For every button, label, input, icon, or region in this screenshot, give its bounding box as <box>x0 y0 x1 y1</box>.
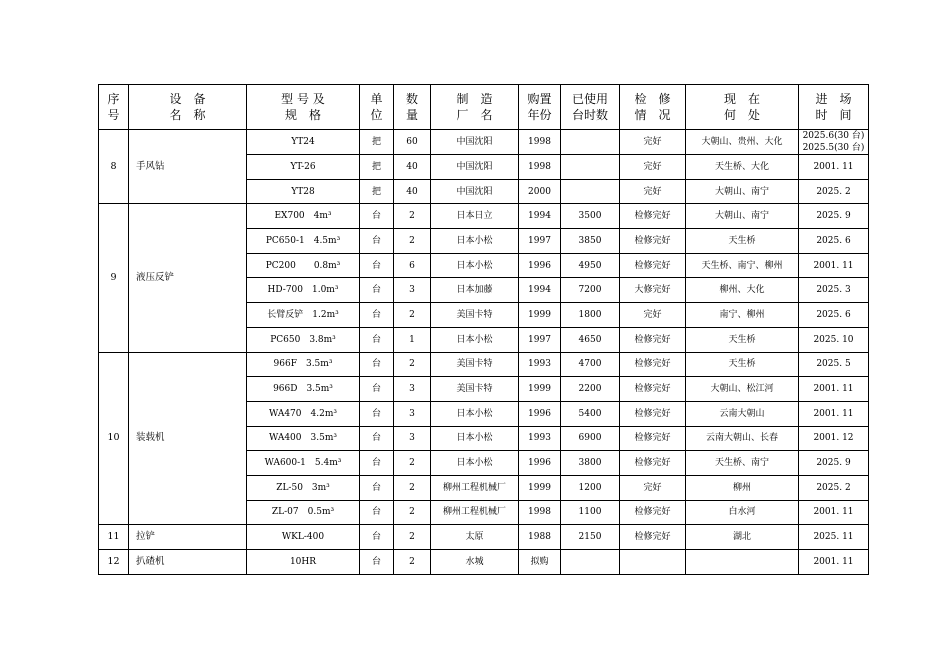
cell-unit: 台 <box>360 204 394 229</box>
cell-maker: 日本加藤 <box>431 278 519 303</box>
cell-qty: 2 <box>394 204 431 229</box>
cell-hours: 3500 <box>561 204 620 229</box>
table-body <box>99 130 869 575</box>
cell-hours: 7200 <box>561 278 620 303</box>
cell-status: 完好 <box>620 130 686 155</box>
header-entry: 进 场 时 间 <box>799 85 869 130</box>
cell-model: PC200 0.8m³ <box>247 253 360 278</box>
cell-maker: 日本日立 <box>431 204 519 229</box>
cell-maker: 美国卡特 <box>431 352 519 377</box>
cell-entry: 2001. 11 <box>799 377 869 402</box>
header-unit: 单 位 <box>360 85 394 130</box>
cell-location: 柳州、大化 <box>686 278 799 303</box>
cell-unit: 台 <box>360 451 394 476</box>
cell-model: 长臂反铲 1.2m³ <box>247 303 360 328</box>
cell-maker: 美国卡特 <box>431 303 519 328</box>
cell-model: WA600-1 5.4m³ <box>247 451 360 476</box>
cell-status: 检修完好 <box>620 229 686 254</box>
cell-hours: 1100 <box>561 500 620 525</box>
cell-unit: 把 <box>360 155 394 180</box>
cell-maker: 柳州工程机械厂 <box>431 500 519 525</box>
cell-hours: 4650 <box>561 327 620 352</box>
cell-model: PC650-1 4.5m³ <box>247 229 360 254</box>
cell-maker: 美国卡特 <box>431 377 519 402</box>
cell-qty: 3 <box>394 278 431 303</box>
cell-entry: 2025. 6 <box>799 229 869 254</box>
cell-year: 1999 <box>519 475 561 500</box>
cell-model: YT24 <box>247 130 360 155</box>
cell-qty: 2 <box>394 500 431 525</box>
cell-location: 大朝山、南宁 <box>686 179 799 204</box>
table-row <box>99 204 869 229</box>
cell-unit: 把 <box>360 130 394 155</box>
cell-hours: 4700 <box>561 352 620 377</box>
cell-status: 检修完好 <box>620 500 686 525</box>
cell-location: 天生桥、南宁、柳州 <box>686 253 799 278</box>
cell-year: 2000 <box>519 179 561 204</box>
cell-unit: 台 <box>360 303 394 328</box>
cell-model: ZL-50 3m³ <box>247 475 360 500</box>
cell-status: 检修完好 <box>620 327 686 352</box>
cell-status: 完好 <box>620 303 686 328</box>
cell-hours: 3800 <box>561 451 620 476</box>
cell-maker: 水城 <box>431 550 519 575</box>
cell-entry: 2025. 2 <box>799 475 869 500</box>
cell-hours <box>561 550 620 575</box>
cell-location: 白水河 <box>686 500 799 525</box>
cell-year: 1998 <box>519 155 561 180</box>
cell-status: 大修完好 <box>620 278 686 303</box>
cell-maker: 中国沈阳 <box>431 130 519 155</box>
cell-year: 1997 <box>519 327 561 352</box>
cell-maker: 日本小松 <box>431 253 519 278</box>
cell-entry: 2025. 2 <box>799 179 869 204</box>
cell-qty: 2 <box>394 475 431 500</box>
cell-year: 1997 <box>519 229 561 254</box>
header-status: 检 修 情 况 <box>620 85 686 130</box>
cell-year: 1996 <box>519 253 561 278</box>
header-row <box>99 85 869 130</box>
header-name: 设 备 名 称 <box>129 85 247 130</box>
cell-entry: 2001. 12 <box>799 426 869 451</box>
cell-entry: 2025. 9 <box>799 204 869 229</box>
header-year: 购置 年份 <box>519 85 561 130</box>
cell-unit: 台 <box>360 426 394 451</box>
cell-status: 检修完好 <box>620 401 686 426</box>
cell-location: 湖北 <box>686 525 799 550</box>
cell-qty: 3 <box>394 401 431 426</box>
cell-model: YT28 <box>247 179 360 204</box>
header-model: 型 号 及 规 格 <box>247 85 360 130</box>
cell-location: 天生桥 <box>686 327 799 352</box>
cell-maker: 日本小松 <box>431 426 519 451</box>
cell-qty: 2 <box>394 303 431 328</box>
cell-model: 966D 3.5m³ <box>247 377 360 402</box>
cell-entry: 2001. 11 <box>799 155 869 180</box>
cell-hours: 6900 <box>561 426 620 451</box>
cell-location: 柳州 <box>686 475 799 500</box>
cell-entry: 2001. 11 <box>799 253 869 278</box>
cell-status: 完好 <box>620 475 686 500</box>
cell-hours <box>561 155 620 180</box>
cell-unit: 台 <box>360 377 394 402</box>
cell-status: 完好 <box>620 179 686 204</box>
cell-status: 检修完好 <box>620 451 686 476</box>
cell-status: 检修完好 <box>620 377 686 402</box>
cell-entry: 2025. 6 <box>799 303 869 328</box>
cell-qty: 1 <box>394 327 431 352</box>
cell-maker: 中国沈阳 <box>431 155 519 180</box>
cell-entry: 2025. 5 <box>799 352 869 377</box>
cell-maker: 日本小松 <box>431 229 519 254</box>
header-maker: 制 造 厂 名 <box>431 85 519 130</box>
cell-maker: 日本小松 <box>431 451 519 476</box>
cell-entry: 2001. 11 <box>799 500 869 525</box>
cell-qty: 2 <box>394 352 431 377</box>
cell-qty: 40 <box>394 179 431 204</box>
cell-entry: 2025. 10 <box>799 327 869 352</box>
table-row <box>99 352 869 377</box>
cell-year: 1998 <box>519 130 561 155</box>
cell-model: 966F 3.5m³ <box>247 352 360 377</box>
cell-year: 1998 <box>519 500 561 525</box>
cell-entry <box>799 130 869 155</box>
cell-entry: 2025. 9 <box>799 451 869 476</box>
equipment-name: 拉铲 <box>129 525 247 550</box>
cell-qty: 60 <box>394 130 431 155</box>
cell-unit: 台 <box>360 253 394 278</box>
row-number: 8 <box>99 130 129 204</box>
cell-location: 天生桥、大化 <box>686 155 799 180</box>
cell-year: 拟购 <box>519 550 561 575</box>
cell-location: 天生桥 <box>686 229 799 254</box>
cell-hours <box>561 130 620 155</box>
table-row <box>99 525 869 550</box>
cell-status: 检修完好 <box>620 253 686 278</box>
cell-qty: 3 <box>394 377 431 402</box>
cell-location: 大朝山、松江河 <box>686 377 799 402</box>
entry-line: 2025.6(30 台) <box>802 131 865 141</box>
cell-location: 天生桥、南宁 <box>686 451 799 476</box>
cell-hours <box>561 179 620 204</box>
cell-unit: 把 <box>360 179 394 204</box>
cell-model: WA470 4.2m³ <box>247 401 360 426</box>
row-number: 9 <box>99 204 129 352</box>
cell-hours: 1200 <box>561 475 620 500</box>
cell-hours: 5400 <box>561 401 620 426</box>
cell-model: PC650 3.8m³ <box>247 327 360 352</box>
cell-qty: 2 <box>394 525 431 550</box>
cell-hours: 1800 <box>561 303 620 328</box>
cell-year: 1993 <box>519 426 561 451</box>
cell-maker: 太原 <box>431 525 519 550</box>
table-row <box>99 130 869 155</box>
cell-entry: 2001. 11 <box>799 401 869 426</box>
cell-location: 天生桥 <box>686 352 799 377</box>
header-qty: 数 量 <box>394 85 431 130</box>
cell-entry: 2001. 11 <box>799 550 869 575</box>
cell-year: 1993 <box>519 352 561 377</box>
cell-maker: 日本小松 <box>431 401 519 426</box>
cell-hours: 3850 <box>561 229 620 254</box>
equipment-name: 手风钻 <box>129 130 247 204</box>
cell-model: 10HR <box>247 550 360 575</box>
cell-unit: 台 <box>360 352 394 377</box>
cell-maker: 日本小松 <box>431 327 519 352</box>
cell-entry: 2025. 3 <box>799 278 869 303</box>
cell-model: ZL-07 0.5m³ <box>247 500 360 525</box>
cell-year: 1988 <box>519 525 561 550</box>
cell-location: 云南大朝山 <box>686 401 799 426</box>
cell-status: 检修完好 <box>620 352 686 377</box>
cell-qty: 2 <box>394 451 431 476</box>
cell-location: 大朝山、南宁 <box>686 204 799 229</box>
cell-unit: 台 <box>360 229 394 254</box>
cell-model: WA400 3.5m³ <box>247 426 360 451</box>
cell-unit: 台 <box>360 278 394 303</box>
cell-model: YT-26 <box>247 155 360 180</box>
equipment-name: 扒碴机 <box>129 550 247 575</box>
cell-qty: 2 <box>394 229 431 254</box>
cell-year: 1999 <box>519 303 561 328</box>
cell-model: EX700 4m³ <box>247 204 360 229</box>
cell-location: 南宁、柳州 <box>686 303 799 328</box>
header-hours: 已使用 台时数 <box>561 85 620 130</box>
cell-year: 1999 <box>519 377 561 402</box>
cell-location <box>686 550 799 575</box>
cell-qty: 6 <box>394 253 431 278</box>
cell-status: 完好 <box>620 155 686 180</box>
cell-unit: 台 <box>360 525 394 550</box>
cell-unit: 台 <box>360 550 394 575</box>
table-row <box>99 550 869 575</box>
cell-hours: 4950 <box>561 253 620 278</box>
row-number: 10 <box>99 352 129 525</box>
cell-year: 1994 <box>519 204 561 229</box>
cell-hours: 2200 <box>561 377 620 402</box>
cell-year: 1996 <box>519 401 561 426</box>
cell-status: 检修完好 <box>620 525 686 550</box>
cell-unit: 台 <box>360 401 394 426</box>
header-no: 序 号 <box>99 85 129 130</box>
cell-year: 1996 <box>519 451 561 476</box>
header-location: 现 在 何 处 <box>686 85 799 130</box>
entry-line: 2025.5(30 台) <box>802 143 865 153</box>
cell-status: 检修完好 <box>620 204 686 229</box>
cell-year: 1994 <box>519 278 561 303</box>
cell-entry: 2025. 11 <box>799 525 869 550</box>
equipment-name: 液压反铲 <box>129 204 247 352</box>
equipment-name: 装载机 <box>129 352 247 525</box>
row-number: 11 <box>99 525 129 550</box>
cell-qty: 2 <box>394 550 431 575</box>
cell-location: 云南大朝山、长春 <box>686 426 799 451</box>
equipment-table <box>98 84 869 575</box>
cell-location: 大朝山、贵州、大化 <box>686 130 799 155</box>
cell-unit: 台 <box>360 475 394 500</box>
cell-model: HD-700 1.0m³ <box>247 278 360 303</box>
cell-unit: 台 <box>360 500 394 525</box>
row-number: 12 <box>99 550 129 575</box>
cell-maker: 中国沈阳 <box>431 179 519 204</box>
cell-status <box>620 550 686 575</box>
cell-qty: 3 <box>394 426 431 451</box>
cell-unit: 台 <box>360 327 394 352</box>
cell-status: 检修完好 <box>620 426 686 451</box>
cell-maker: 柳州工程机械厂 <box>431 475 519 500</box>
cell-model: WKL-400 <box>247 525 360 550</box>
cell-qty: 40 <box>394 155 431 180</box>
cell-hours: 2150 <box>561 525 620 550</box>
